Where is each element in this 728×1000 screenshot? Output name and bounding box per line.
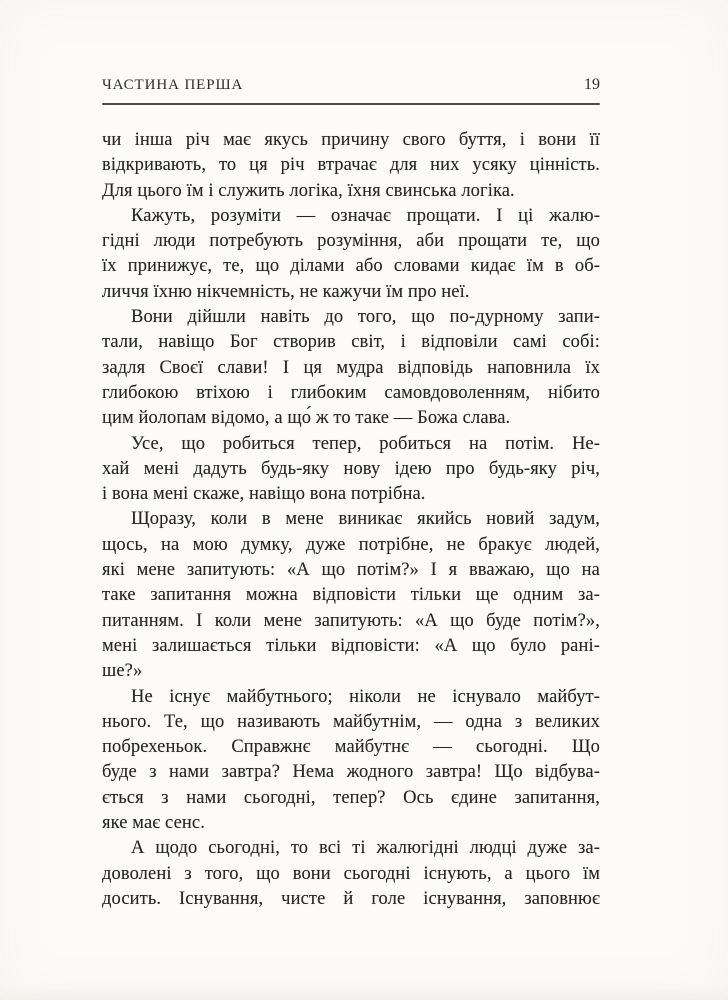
paragraph [102, 305, 600, 431]
text-line: Вони дійшли навіть до того, що по-дурному запи- [131, 307, 600, 328]
page-header [102, 77, 600, 93]
text-line: ється з нами сьогодні, тепер? Ось єдине запитання, [102, 787, 600, 808]
text-line: цим йолопам відомо, а що́ ж то таке — Божа слава. [102, 408, 511, 429]
text-line: хай мені дадуть будь-яку нову ідею про будь-яку річ, [102, 458, 600, 479]
text-line: Не існує майбутнього; ніколи не існувало майбут- [131, 686, 600, 707]
text-line: тали, навіщо Бог створив світ, і відповіли самі собі: [102, 332, 600, 353]
paragraph [102, 432, 600, 508]
text-line: їх принижує, те, що ділами або словами кидає їм в об- [102, 256, 600, 277]
paragraph [102, 685, 600, 837]
text-line: личчя їхню нікчемність, не кажучи їм про неї. [102, 281, 470, 302]
text-line: які мене запитують: «А що потім?» І я вважаю, що на [102, 560, 600, 581]
text-line: мені залишається тільки відповісти: «А що було рані- [102, 635, 600, 656]
text-line: нього. Те, що називають майбутнім, — одна з великих [102, 711, 600, 732]
text-line: А щодо сьогодні, то всі ті жалюгідні людці дуже за- [131, 838, 600, 859]
paragraph [102, 836, 600, 912]
text-line: відкривають, то ця річ втрачає для них усяку цінність. [102, 155, 600, 176]
page-number: 19 [584, 76, 600, 93]
text-line: Щоразу, коли в мене виникає якийсь новий задум, [131, 509, 600, 530]
paragraph [102, 128, 600, 204]
text-line: і вона мені скаже, навіщо вона потрібна. [102, 484, 426, 505]
text-line: таке запитання можна відповісти тільки ще одним за- [102, 585, 600, 606]
text-line: доволені з того, що вони сьогодні існують, а цього їм [102, 863, 600, 884]
text-line: ше?» [102, 661, 143, 682]
text-line: гідні люди потребують розуміння, аби прощати те, що [102, 231, 600, 252]
text-line: задля Своєї слави! І ця мудра відповідь наповнила їх [102, 357, 600, 378]
paragraph [102, 204, 600, 305]
text-line: досить. Існування, чисте й голе існування, заповнює [102, 888, 600, 909]
running-title: ЧАСТИНА ПЕРША [102, 77, 244, 93]
paragraph [102, 507, 600, 684]
header-rule [102, 103, 600, 105]
text-line: яке має сенс. [102, 813, 205, 834]
page-content-area [102, 77, 600, 912]
text-line: питанням. І коли мене запитують: «А що буде потім?», [102, 610, 600, 631]
text-line: Для цього їм і служить логіка, їхня свинська логіка. [102, 180, 515, 201]
text-line: буде з нами завтра? Нема жодного завтра! Що відбува- [102, 762, 600, 783]
text-line: щось, на мою думку, дуже потрібне, не бракує людей, [102, 534, 600, 555]
text-line: побрехеньок. Справжнє майбутнє — сьогодні. Що [102, 737, 600, 758]
page-text [102, 128, 600, 912]
text-line: Кажуть, розуміти — означає прощати. І ці жалю- [131, 205, 600, 226]
text-line: Усе, що робиться тепер, робиться на потім. Не- [131, 433, 600, 454]
text-line: чи інша річ має якусь причину свого буття, і вони її [102, 130, 600, 150]
text-line: глибокою втіхою і глибоким самовдоволенням, нібито [102, 382, 600, 403]
